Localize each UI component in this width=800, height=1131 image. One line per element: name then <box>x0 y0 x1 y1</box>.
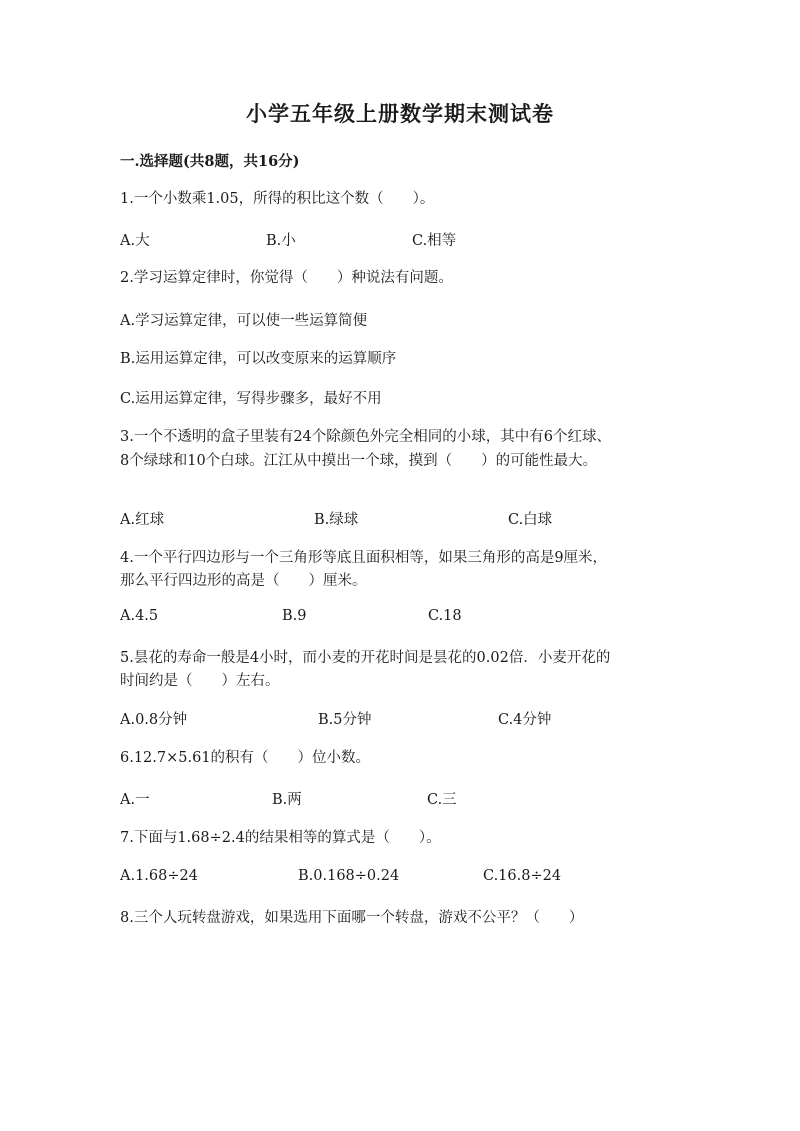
question-8-stem: 8.三个人玩转盘游戏，如果选用下面哪一个转盘，游戏不公平？（ ） <box>120 910 584 926</box>
question-6-option-b: B.两 <box>272 792 302 808</box>
question-3-option-b: B.绿球 <box>314 512 359 528</box>
question-7-stem: 7.下面与1.68÷2.4的结果相等的算式是（ ）。 <box>120 830 441 846</box>
page-title: 小学五年级上册数学期末测试卷 <box>246 101 554 126</box>
question-6-option-a: A.一 <box>120 792 150 808</box>
question-2-option-a: A.学习运算定律，可以使一些运算简便 <box>120 313 368 329</box>
question-5-stem-line-2: 时间约是（ ）左右。 <box>120 673 280 689</box>
question-1-option-a: A.大 <box>120 233 150 249</box>
question-6-option-c: C.三 <box>427 792 457 808</box>
question-4-option-a: A.4.5 <box>120 608 159 624</box>
question-5-option-c: C.4分钟 <box>498 712 552 728</box>
question-4-stem-line-2: 那么平行四边形的高是（ ）厘米。 <box>120 573 367 589</box>
question-2-option-b: B.运用运算定律，可以改变原来的运算顺序 <box>120 351 397 367</box>
question-7-option-a: A.1.68÷24 <box>120 868 198 884</box>
question-5-option-a: A.0.8分钟 <box>120 712 188 728</box>
question-5-option-b: B.5分钟 <box>318 712 372 728</box>
section-heading: 一.选择题(共8题，共16分) <box>120 153 300 170</box>
question-3-option-c: C.白球 <box>508 512 553 528</box>
question-3-stem-line-1: 3.一个不透明的盒子里装有24个除颜色外完全相同的小球，其中有6个红球、 <box>120 429 612 445</box>
question-1-option-b: B.小 <box>266 233 296 249</box>
question-4-option-b: B.9 <box>282 608 307 624</box>
question-3-option-a: A.红球 <box>120 512 165 528</box>
question-7-option-c: C.16.8÷24 <box>483 868 562 884</box>
question-5-stem-line-1: 5.昙花的寿命一般是4小时，而小麦的开花时间是昙花的0.02倍．小麦开花的 <box>120 650 611 666</box>
question-4-option-c: C.18 <box>428 608 462 624</box>
question-1-stem: 1.一个小数乘1.05，所得的积比这个数（ ）。 <box>120 191 435 207</box>
question-7-option-b: B.0.168÷0.24 <box>298 868 400 884</box>
question-1-option-c: C.相等 <box>412 233 457 249</box>
question-3-stem-line-2: 8个绿球和10个白球。江江从中摸出一个球，摸到（ ）的可能性最大。 <box>120 453 598 469</box>
question-6-stem: 6.12.7×5.61的积有（ ）位小数。 <box>120 750 371 766</box>
question-4-stem-line-1: 4.一个平行四边形与一个三角形等底且面积相等，如果三角形的高是9厘米， <box>120 550 608 566</box>
question-2-stem: 2.学习运算定律时，你觉得（ ）种说法有问题。 <box>120 270 453 286</box>
question-2-option-c: C.运用运算定律，写得步骤多，最好不用 <box>120 391 382 407</box>
